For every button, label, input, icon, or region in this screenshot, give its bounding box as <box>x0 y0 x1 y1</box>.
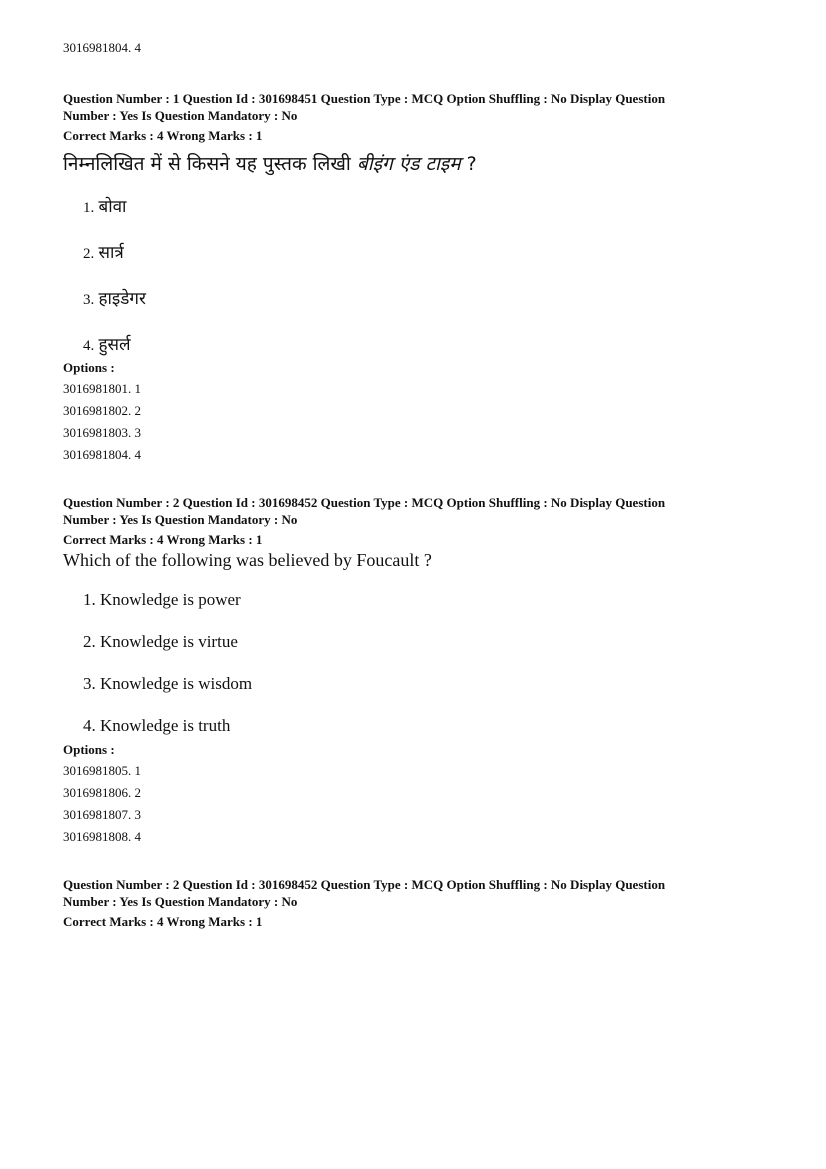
choice-text: हुसर्ल <box>98 335 131 355</box>
question-1-text <box>63 150 477 176</box>
question-2-option-id: 3016981806. 2 <box>63 785 141 800</box>
choice-number: 2. <box>83 246 95 262</box>
choice-number: 4. <box>83 338 95 354</box>
question-1-meta-line2: Number : Yes Is Question Mandatory : No <box>63 108 298 123</box>
question-1-text-end: ? <box>460 153 477 175</box>
question-1-option-id: 3016981803. 3 <box>63 425 141 440</box>
question-2-meta-line1: Question Number : 2 Question Id : 301698452 Question Type : MCQ Option Shuffling : No Display Question <box>63 495 666 510</box>
question-2-meta-line2: Number : Yes Is Question Mandatory : No <box>63 512 298 527</box>
question-2-options-label: Options : <box>63 742 115 757</box>
question-2-text: Which of the following was believed by Foucault ? <box>63 550 432 570</box>
question-3-meta-line2: Number : Yes Is Question Mandatory : No <box>63 894 298 909</box>
question-1-option-id: 3016981802. 2 <box>63 403 141 418</box>
question-2-option-id: 3016981807. 3 <box>63 807 141 822</box>
question-1-option-id: 3016981804. 4 <box>63 447 141 462</box>
question-2-choice-3: 3. Knowledge is wisdom <box>83 674 253 693</box>
question-1-option-id: 3016981801. 1 <box>63 381 141 396</box>
question-2-choice-4: 4. Knowledge is truth <box>83 716 231 735</box>
question-1-choice-1 <box>83 194 126 217</box>
question-1-meta <box>63 90 763 124</box>
question-1-options-label: Options : <box>63 360 115 375</box>
choice-text: सार्त्र <box>98 243 124 263</box>
choice-number: 1. <box>83 200 95 216</box>
previous-option-id: 3016981804. 4 <box>63 40 141 55</box>
question-1-book-title: बीइंग एंड टाइम <box>356 153 461 175</box>
choice-text: बोवा <box>98 197 127 217</box>
question-3-marks: Correct Marks : 4 Wrong Marks : 1 <box>63 914 263 929</box>
question-3-meta <box>63 876 763 910</box>
question-2-meta <box>63 494 763 528</box>
question-1-meta-line1: Question Number : 1 Question Id : 301698451 Question Type : MCQ Option Shuffling : No Display Question <box>63 91 666 106</box>
question-1-choice-4 <box>83 332 131 355</box>
question-1-choice-2 <box>83 240 124 263</box>
question-1-marks: Correct Marks : 4 Wrong Marks : 1 <box>63 128 263 143</box>
choice-number: 3. <box>83 292 95 308</box>
question-2-marks: Correct Marks : 4 Wrong Marks : 1 <box>63 532 263 547</box>
question-1-choice-3 <box>83 286 146 309</box>
question-2-option-id: 3016981805. 1 <box>63 763 141 778</box>
question-2-choice-1: 1. Knowledge is power <box>83 590 241 609</box>
choice-text: हाइडेगर <box>98 289 146 309</box>
question-2-choice-2: 2. Knowledge is virtue <box>83 632 238 651</box>
question-2-option-id: 3016981808. 4 <box>63 829 141 844</box>
question-1-text-main: निम्नलिखित में से किसने यह पुस्तक लिखी <box>63 153 357 175</box>
question-3-meta-line1: Question Number : 2 Question Id : 301698452 Question Type : MCQ Option Shuffling : No Display Question <box>63 877 666 892</box>
